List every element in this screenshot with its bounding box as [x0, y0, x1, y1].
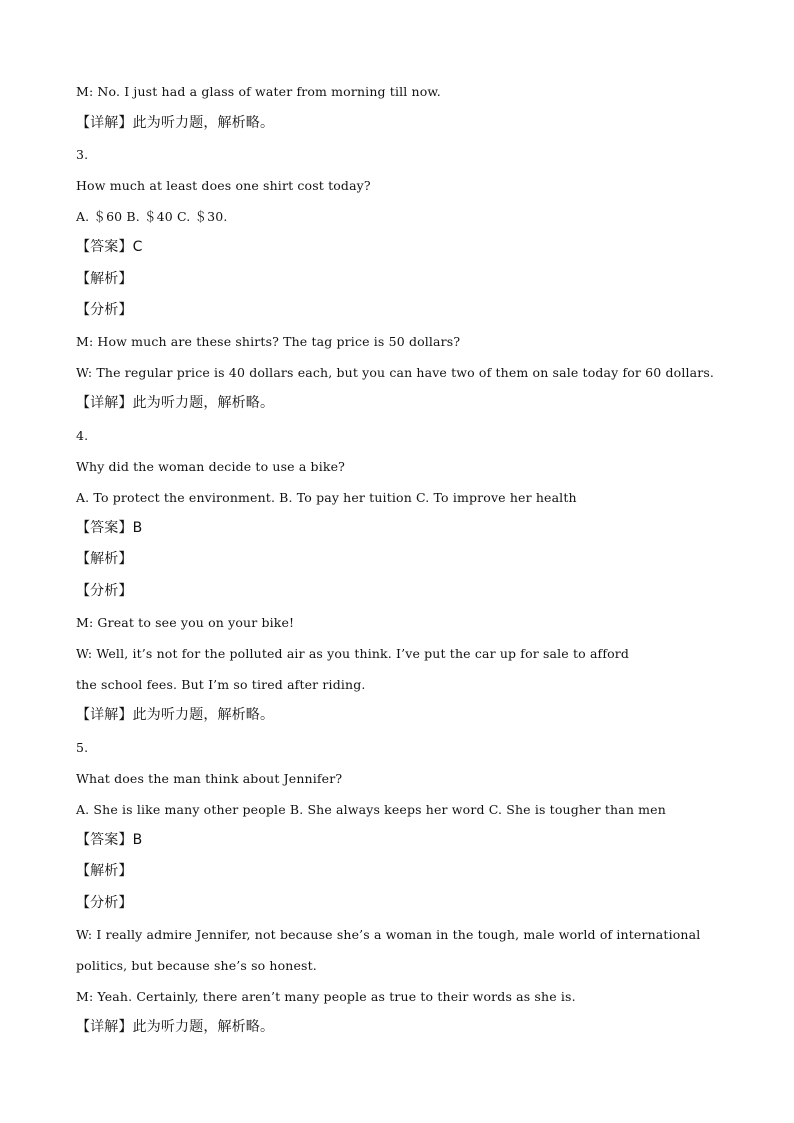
question-text: What does the man think about Jennifer? — [76, 771, 343, 786]
breakdown-heading: 【分析】 — [76, 895, 133, 911]
breakdown-heading: 【分析】 — [76, 302, 133, 318]
dialogue-line: M: No. I just had a glass of water from morning till now. — [76, 84, 441, 99]
dialogue-line: W: The regular price is 40 dollars each, but you can have two of them on sale today for 60 dollars. — [76, 365, 715, 380]
answer-options: A. To protect the environment. B. To pay her tuition C. To improve her health — [76, 490, 577, 505]
answer-options: A. She is like many other people B. She always keeps her word C. She is tougher than men — [76, 802, 666, 817]
answer-line: 【答案】B — [76, 520, 143, 536]
question-number: 5. — [76, 740, 89, 755]
dialogue-line: the school fees. But I’m so tired after riding. — [76, 677, 366, 692]
dialogue-line: M: Great to see you on your bike! — [76, 615, 295, 630]
question-text: Why did the woman decide to use a bike? — [76, 459, 345, 474]
dialogue-line: M: How much are these shirts? The tag price is 50 dollars? — [76, 334, 461, 349]
answer-line: 【答案】C — [76, 239, 143, 255]
question-number: 4. — [76, 428, 89, 443]
answer-options: A. ＄60 B. ＄40 C. ＄30. — [76, 209, 228, 224]
answer-line: 【答案】B — [76, 832, 143, 848]
analysis-heading: 【解析】 — [76, 863, 133, 879]
dialogue-line: politics, but because she’s so honest. — [76, 958, 317, 973]
explanation-line: 【详解】此为听力题，解析略。 — [76, 115, 275, 131]
question-number: 3. — [76, 147, 89, 162]
explanation-line: 【详解】此为听力题，解析略。 — [76, 395, 275, 411]
dialogue-line: W: I really admire Jennifer, not because she’s a woman in the tough, male world of international — [76, 927, 701, 942]
analysis-heading: 【解析】 — [76, 271, 133, 287]
question-text: How much at least does one shirt cost today? — [76, 178, 371, 193]
dialogue-line: M: Yeah. Certainly, there aren’t many people as true to their words as she is. — [76, 989, 576, 1004]
explanation-line: 【详解】此为听力题，解析略。 — [76, 1019, 275, 1035]
explanation-line: 【详解】此为听力题，解析略。 — [76, 707, 275, 723]
analysis-heading: 【解析】 — [76, 551, 133, 567]
dialogue-line: W: Well, it’s not for the polluted air as you think. I’ve put the car up for sale to afford — [76, 646, 630, 661]
breakdown-heading: 【分析】 — [76, 583, 133, 599]
